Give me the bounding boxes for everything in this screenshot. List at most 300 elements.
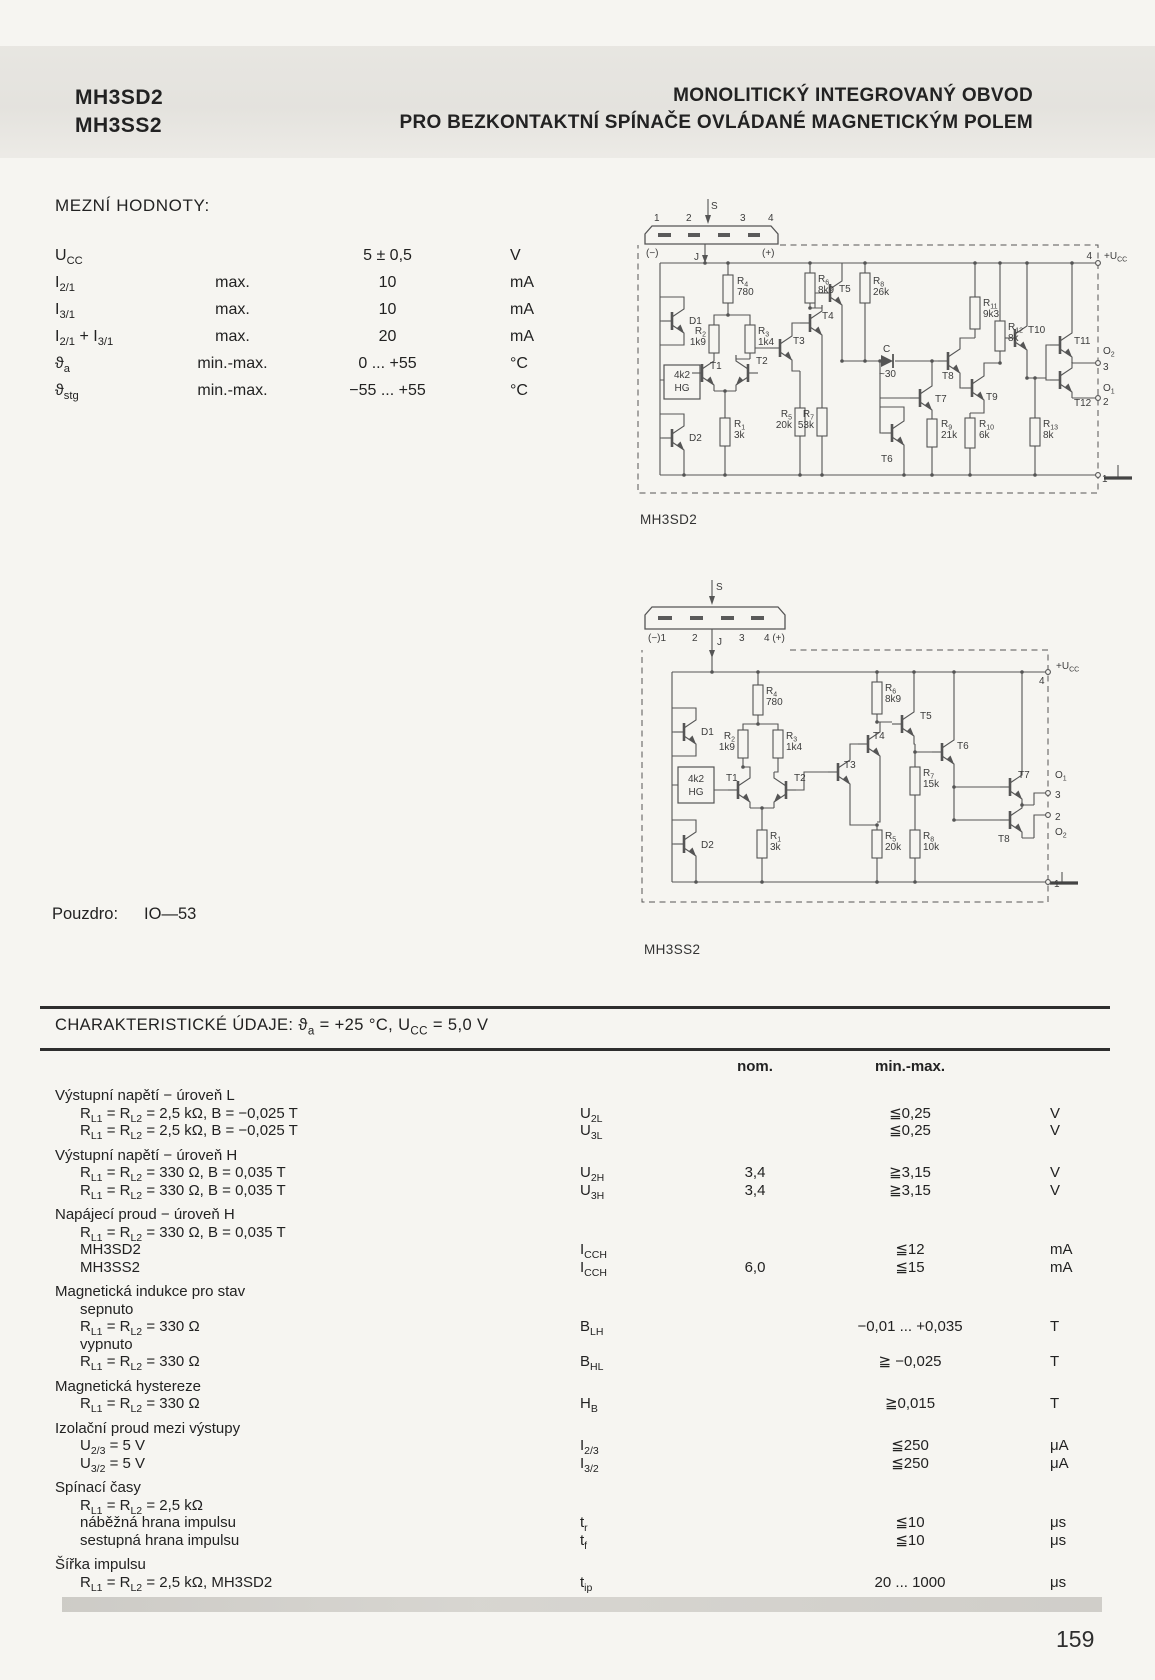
component-value: 20k [775, 420, 792, 431]
component-label: T3 [844, 760, 856, 771]
char-description: sestupná hrana impulsu [80, 1531, 240, 1549]
char-description: $R_{L1} = R_{L2} = 2,5$ kΩ, B = −0,025 T [80, 1104, 298, 1125]
char-unit: mA [1050, 1258, 1073, 1276]
component-label: $R_1$ [734, 419, 746, 432]
char-minmax: ≧0,015 [884, 1395, 936, 1412]
transistor-t2 [774, 772, 796, 808]
component-label: D1 [689, 316, 702, 327]
char-nominal [700, 1283, 810, 1301]
char-nominal [700, 1420, 810, 1438]
s-arrowhead [709, 596, 715, 605]
resistor-r11 [970, 297, 980, 329]
char-row [40, 1420, 1110, 1438]
component-value: 8k9 [885, 694, 902, 705]
char-nominal [700, 1206, 810, 1224]
limit-unit: mA [510, 328, 534, 345]
component-label: T8 [942, 371, 954, 382]
component-label: $R_{13}$ [1043, 419, 1059, 432]
schematic-labels [648, 582, 1079, 890]
component-label: T2 [756, 356, 768, 367]
component-label: $+U_{CC}$ [1104, 251, 1128, 264]
char-symbol [580, 1301, 700, 1319]
component-label: $R_9$ [941, 419, 953, 432]
char-row [40, 1283, 1110, 1301]
component-value: 3k [734, 430, 745, 441]
pin-2 [1096, 396, 1101, 401]
component-label: HG [688, 787, 704, 798]
transistor-d2 [662, 420, 684, 456]
char-minmax [810, 1479, 1010, 1497]
resistor-r2 [709, 325, 719, 353]
char-symbol: $B_{HL}$ [580, 1353, 604, 1373]
char-minmax [810, 1283, 1010, 1301]
component-label: T11 [1074, 336, 1091, 347]
char-unit: T [1050, 1353, 1060, 1370]
component-label: (+) [762, 248, 775, 259]
char-unit [1010, 1336, 1110, 1354]
limit-unit: mA [510, 274, 534, 291]
component-label: T9 [986, 392, 998, 403]
char-minmax [810, 1556, 1010, 1574]
component-label: $R_{12}$ [1008, 322, 1024, 335]
component-label: J [717, 637, 722, 648]
limit-value: 5 ± 0,5 [363, 247, 412, 264]
char-unit: μs [1050, 1514, 1067, 1531]
char-nominal: 3,4 [744, 1164, 766, 1181]
char-minmax: ≧ −0,025 [878, 1353, 942, 1370]
char-description: $R_{L1} = R_{L2} = 330$ Ω [80, 1395, 200, 1415]
component-label: $R_8$ [923, 831, 935, 844]
char-unit [1010, 1420, 1110, 1438]
part-number-1: MH3SD2 [75, 86, 164, 109]
resistor-r9 [927, 419, 937, 447]
component-label: 4 (+) [764, 633, 785, 644]
char-row [40, 1395, 1110, 1413]
char-nominal [700, 1087, 810, 1105]
limit-row [55, 242, 615, 269]
char-symbol [580, 1378, 700, 1396]
char-symbol [580, 1420, 700, 1438]
limit-symbol: $I_{2/1} + I_{3/1}$ [55, 328, 114, 349]
limit-row [55, 350, 615, 377]
char-symbol: $t_r$ [580, 1514, 588, 1534]
component-label: T2 [794, 773, 806, 784]
char-unit: μs [1050, 1531, 1067, 1549]
junction-dots [696, 672, 1022, 882]
char-symbol [580, 1336, 700, 1354]
title-line-2: PRO BEZKONTAKTNÍ SPÍNAČE OVLÁDANÉ MAGNETICKÝM POLEM [399, 112, 1033, 133]
component-label: $R_5$ [885, 831, 897, 844]
char-row [40, 1318, 1110, 1336]
component-label: 3 [1055, 790, 1061, 801]
capacitor-c [881, 355, 893, 367]
char-row [40, 1122, 1110, 1140]
component-label: T8 [998, 834, 1010, 845]
component-label: J [694, 252, 699, 263]
char-nominal [700, 1122, 810, 1146]
char-unit: μs [1050, 1573, 1067, 1591]
char-nominal [700, 1455, 810, 1479]
transistor-t8 [1000, 802, 1022, 838]
limit-symbol: $I_{2/1}$ [55, 274, 76, 295]
package-slot [658, 233, 671, 237]
char-nominal [700, 1353, 810, 1377]
component-value: 8k [1043, 430, 1054, 441]
resistor-r13 [1030, 418, 1040, 446]
char-row [40, 1353, 1110, 1371]
char-nominal: 6,0 [744, 1258, 766, 1276]
limit-value: 10 [378, 274, 397, 291]
char-row [40, 1479, 1110, 1497]
char-nominal [700, 1147, 810, 1165]
component-label: 3 [739, 633, 745, 644]
table-rule-top [40, 1006, 1110, 1009]
transistor-t2 [736, 355, 758, 391]
resistor-r4 [753, 685, 763, 715]
component-label: $O_1$ [1103, 383, 1115, 396]
package-slot [721, 616, 734, 620]
component-value: 6k [979, 430, 990, 441]
component-value: 1k9 [718, 742, 735, 753]
char-minmax [810, 1336, 1010, 1354]
resistor-r7 [817, 408, 827, 436]
transistor-t6 [932, 734, 954, 770]
pin-1 [1096, 473, 1101, 478]
char-description: $R_{L1} = R_{L2} = 330$ Ω, B = 0,035 T [80, 1164, 286, 1184]
part-numbers [75, 84, 163, 140]
char-description: Šířka impulsu [55, 1556, 146, 1573]
component-label: S [716, 582, 723, 593]
char-description: $R_{L1} = R_{L2} = 330$ Ω [80, 1318, 200, 1338]
component-value: 1k4 [758, 337, 775, 348]
title-line-1: MONOLITICKÝ INTEGROVANÝ OBVOD [673, 85, 1033, 106]
component-value: 8k [1008, 333, 1019, 344]
characteristics-table [40, 1080, 1110, 1594]
char-nominal [700, 1395, 810, 1419]
component-label: $R_3$ [758, 326, 770, 339]
component-label: 3 [740, 213, 746, 224]
component-label: 4 [1039, 676, 1045, 687]
char-row [40, 1224, 1110, 1242]
transistor-t5 [892, 706, 914, 742]
s-arrowhead [705, 215, 711, 224]
char-description: náběžná hrana impulsu [80, 1514, 236, 1531]
component-label: T12 [1074, 398, 1092, 409]
char-row [40, 1532, 1110, 1550]
char-minmax: 20 ... 1000 [874, 1573, 946, 1591]
transistor-t11 [1050, 327, 1072, 363]
char-nominal: 3,4 [744, 1181, 766, 1199]
page-number: 159 [1056, 1626, 1095, 1652]
limit-unit: mA [510, 301, 534, 318]
component-label: $R_7$ [802, 409, 814, 422]
component-label: D1 [701, 727, 714, 738]
char-nominal [700, 1301, 810, 1319]
transistor-t6 [882, 415, 904, 451]
char-minmax [810, 1301, 1010, 1319]
char-description: $U_{2/3} = 5$ V [80, 1437, 146, 1457]
resistor-r6 [872, 682, 882, 714]
characteristics-header [40, 1058, 1110, 1075]
char-description: $R_{L1} = R_{L2} = 2,5$ kΩ, MH3SD2 [80, 1573, 273, 1594]
char-row [40, 1455, 1110, 1473]
schematic2-caption: MH3SS2 [644, 942, 701, 957]
char-minmax [810, 1087, 1010, 1105]
resistor-r6 [805, 273, 815, 303]
char-unit: V [1050, 1164, 1061, 1181]
resistor-r8 [860, 273, 870, 303]
char-minmax: ≧3,15 [889, 1164, 931, 1181]
char-row [40, 1574, 1110, 1592]
component-label: 2 [692, 633, 698, 644]
component-label: T6 [957, 741, 969, 752]
component-value: 15k [923, 779, 940, 790]
char-nominal [700, 1574, 810, 1598]
component-label: $R_4$ [766, 686, 778, 699]
char-minmax: ≦250 [891, 1437, 929, 1454]
limit-symbol: $U_{CC}$ [55, 247, 83, 268]
component-label: 4 [1086, 251, 1092, 262]
char-description: MH3SD2 [80, 1241, 141, 1258]
schematic-mh3ss2 [590, 572, 1090, 917]
component-value: 53k [797, 420, 814, 431]
char-minmax [810, 1147, 1010, 1165]
char-row [40, 1206, 1110, 1224]
char-nominal [700, 1378, 810, 1396]
char-symbol [580, 1479, 700, 1497]
component-label: 2 [1055, 812, 1061, 823]
char-row [40, 1241, 1110, 1259]
char-row [40, 1087, 1110, 1105]
package-label: Pouzdro: [52, 905, 119, 923]
char-minmax: ≦12 [895, 1241, 925, 1258]
char-symbol [580, 1147, 700, 1165]
char-minmax [810, 1420, 1010, 1438]
component-label: 2 [686, 213, 692, 224]
component-label: 4k2 [673, 370, 691, 381]
component-label: T1 [726, 773, 738, 784]
char-symbol: $t_f$ [580, 1531, 588, 1552]
component-label: $O_1$ [1055, 770, 1067, 783]
char-symbol: $I_{3/2}$ [580, 1454, 599, 1475]
resistor-r2 [738, 730, 748, 758]
component-label: $R_5$ [780, 409, 792, 422]
component-label: ~30 [879, 369, 896, 380]
limit-condition: max. [215, 328, 250, 345]
component-value: 8k9 [818, 285, 835, 296]
transistor-d1 [662, 303, 684, 339]
char-symbol: $U_{2L}$ [580, 1104, 603, 1125]
char-unit: μA [1050, 1454, 1069, 1472]
char-unit: T [1050, 1318, 1060, 1335]
char-unit [1010, 1556, 1110, 1574]
component-label: T10 [1028, 325, 1046, 336]
limit-value: 10 [378, 301, 397, 318]
transistor-d2 [674, 826, 696, 862]
column-header-nom: nom. [737, 1058, 773, 1075]
char-row [40, 1301, 1110, 1319]
char-description: $R_{L1} = R_{L2} = 330$ Ω, B = 0,035 T [80, 1223, 286, 1244]
char-unit [1010, 1087, 1110, 1105]
component-value: 26k [873, 287, 890, 298]
component-label: $R_1$ [770, 831, 782, 844]
resistor-r10 [965, 418, 975, 448]
char-unit: mA [1050, 1241, 1073, 1258]
component-value: 3k [770, 842, 781, 853]
char-minmax: ≦10 [895, 1514, 925, 1531]
component-value: 9k3 [983, 309, 1000, 320]
char-description: Výstupní napětí − úroveň L [55, 1087, 235, 1104]
resistor-r4 [723, 275, 733, 303]
char-row [40, 1182, 1110, 1200]
char-row [40, 1147, 1110, 1165]
char-symbol: $I_{2/3}$ [580, 1437, 599, 1457]
char-description: Magnetická indukce pro stav [55, 1283, 246, 1300]
component-label: T6 [881, 454, 893, 465]
limit-symbol: $I_{3/1}$ [55, 301, 76, 322]
component-label: $O_2$ [1103, 346, 1115, 359]
char-description: $R_{L1} = R_{L2} = 2,5$ kΩ, B = −0,025 T [80, 1122, 298, 1142]
char-minmax [810, 1206, 1010, 1224]
char-description: Magnetická hystereze [55, 1377, 201, 1395]
component-value: 1k4 [786, 742, 803, 753]
char-row [40, 1378, 1110, 1396]
limit-row [55, 296, 615, 323]
component-value: 20k [885, 842, 902, 853]
component-label: $O_2$ [1055, 827, 1067, 840]
char-unit: V [1050, 1122, 1061, 1139]
component-value: 10k [923, 842, 940, 853]
component-label: $R_3$ [786, 731, 798, 744]
component-label: HG [674, 383, 690, 394]
resistor-r1 [720, 418, 730, 446]
package-slot [718, 233, 730, 237]
component-label: S [711, 201, 718, 212]
limits-heading: MEZNÍ HODNOTY: [55, 196, 210, 215]
resistor-r7 [910, 767, 920, 795]
char-symbol: $I_{CCH}$ [580, 1241, 607, 1261]
component-label: $R_{11}$ [983, 298, 998, 311]
component-label: 3 [1103, 362, 1109, 373]
package-slot [658, 616, 672, 620]
limit-row [55, 323, 615, 350]
characteristics-title: CHARAKTERISTICKÉ ÚDAJE: $ϑ_a = +25$ °C, $U_{CC} = 5,0$ V [55, 1016, 489, 1038]
j-arrowhead [709, 650, 715, 658]
document-title [399, 82, 1033, 136]
component-label: T4 [822, 311, 834, 322]
scan-bar-bottom [62, 1597, 1102, 1612]
char-nominal [700, 1336, 810, 1354]
component-label: 4k2 [687, 774, 705, 785]
component-label: $R_6$ [818, 274, 830, 287]
char-nominal [700, 1556, 810, 1574]
component-label: 4 [768, 213, 774, 224]
char-nominal [700, 1479, 810, 1497]
limits-rows [55, 242, 615, 404]
package-line [52, 905, 222, 924]
char-symbol [580, 1556, 700, 1574]
char-symbol: $U_{3H}$ [580, 1181, 605, 1202]
component-label: T5 [839, 284, 851, 295]
char-symbol: $B_{LH}$ [580, 1318, 604, 1338]
char-row [40, 1164, 1110, 1182]
transistor-t9 [962, 370, 984, 406]
package-slot [748, 233, 760, 237]
char-row [40, 1437, 1110, 1455]
char-description: $R_{L1} = R_{L2} = 2,5$ kΩ [80, 1496, 203, 1517]
component-label: 1 [1102, 474, 1108, 485]
limit-symbol: $ϑ_a$ [55, 355, 70, 376]
char-minmax: −0,01 ... +0,035 [857, 1318, 963, 1335]
char-minmax: ≦0,25 [889, 1104, 931, 1122]
char-unit [1010, 1206, 1110, 1224]
char-description: Izolační proud mezi výstupy [55, 1419, 241, 1437]
component-label: (−) [646, 248, 659, 259]
pin-4 [1096, 261, 1101, 266]
component-label: T5 [920, 711, 932, 722]
component-label: T7 [1018, 770, 1030, 781]
component-label: $R_{10}$ [979, 419, 995, 432]
char-description: Napájecí proud − úroveň H [55, 1206, 235, 1223]
char-unit: T [1050, 1395, 1060, 1412]
component-label: $R_7$ [923, 768, 935, 781]
component-value: 780 [737, 287, 754, 298]
char-nominal [700, 1532, 810, 1556]
component-label: 2 [1103, 397, 1109, 408]
limit-unit: °C [510, 355, 528, 372]
char-description: $R_{L1} = R_{L2} = 330$ Ω, B = 0,035 T [80, 1181, 286, 1202]
char-description: $R_{L1} = R_{L2} = 330$ Ω [80, 1353, 200, 1373]
component-label: D2 [701, 840, 714, 851]
component-label: T1 [710, 361, 722, 372]
char-symbol [580, 1283, 700, 1301]
char-description: vypnuto [80, 1335, 133, 1353]
pin-1 [1046, 880, 1051, 885]
component-label: $R_2$ [723, 731, 735, 744]
char-row [40, 1556, 1110, 1574]
transistor-t7 [910, 380, 932, 416]
component-value: 21k [941, 430, 958, 441]
component-label: (−)1 [648, 633, 667, 644]
component-label: C [883, 344, 891, 355]
limit-value: 0 ... +55 [358, 355, 417, 372]
char-unit [1010, 1301, 1110, 1319]
limit-symbol: $ϑ_{stg}$ [55, 382, 79, 403]
component-label: $+U_{CC}$ [1056, 661, 1080, 674]
component-label: T3 [793, 336, 805, 347]
package-value: IO—53 [144, 905, 197, 923]
resistor-r8 [910, 830, 920, 858]
pin-3 [1046, 791, 1051, 796]
pin-3 [1096, 361, 1101, 366]
char-minmax: ≦0,25 [889, 1122, 931, 1139]
char-unit [1010, 1378, 1110, 1396]
limit-condition: min.-max. [197, 382, 268, 399]
component-label: $R_2$ [694, 326, 706, 339]
char-minmax: ≦10 [895, 1531, 925, 1549]
component-label: D2 [689, 433, 702, 444]
component-value: 1k9 [689, 337, 706, 348]
resistor-r3 [773, 730, 783, 758]
component-value: 780 [766, 697, 783, 708]
table-rule-mid [40, 1048, 1110, 1051]
char-minmax [810, 1378, 1010, 1396]
char-unit: V [1050, 1104, 1061, 1122]
component-label: T4 [873, 731, 885, 742]
package-slot [690, 616, 703, 620]
char-symbol: $H_B$ [580, 1395, 598, 1415]
char-unit [1010, 1283, 1110, 1301]
